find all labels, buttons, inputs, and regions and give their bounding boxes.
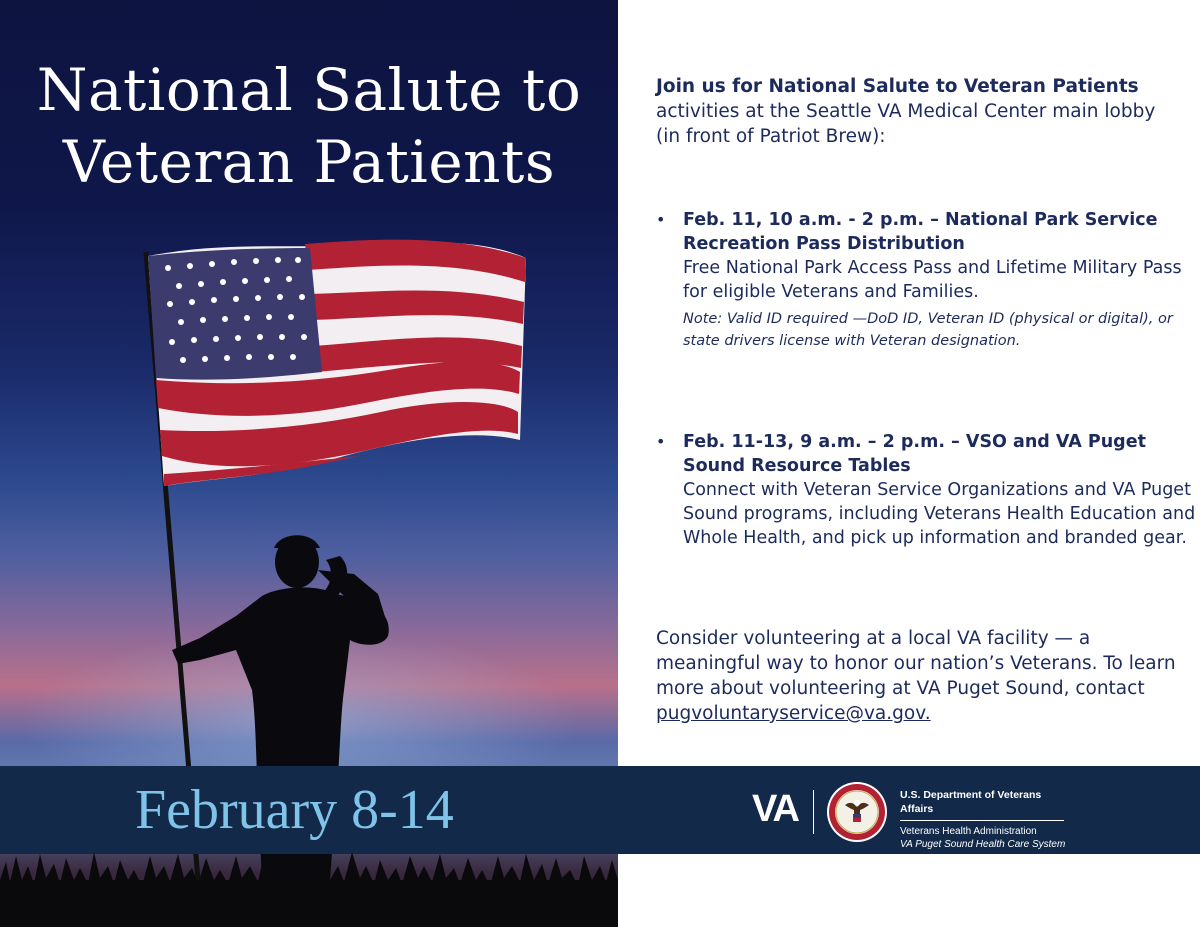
event-heading: Feb. 11, 10 a.m. - 2 p.m. – National Park Service Recreation Pass Distribution (683, 210, 1158, 254)
health-care-system-name: VA Puget Sound Health Care System (900, 839, 1066, 850)
american-flag-icon (148, 240, 526, 486)
intro-bold: Join us for National Salute to Veteran Patients (656, 76, 1139, 97)
event-dates: February 8-14 (135, 779, 454, 841)
intro-rest: activities at the Seattle VA Medical Center main lobby (in front of Patriot Brew): (656, 101, 1156, 147)
event-heading: Feb. 11-13, 9 a.m. – 2 p.m. – VSO and VA Puget Sound Resource Tables (683, 432, 1146, 476)
volunteer-text: Consider volunteering at a local VA facility — a meaningful way to honor our nation’s Veterans. To learn more about volunteering at VA Puget Sound, contact (656, 628, 1176, 699)
list-item (656, 208, 1200, 352)
event-note: Note: Valid ID required —DoD ID, Veteran ID (physical or digital), or state drivers license with Veteran designation. (683, 311, 1173, 349)
logo-divider (813, 790, 814, 834)
va-seal-icon (826, 781, 888, 843)
intro-paragraph (656, 74, 1176, 149)
poster-title-line-1: National Salute to (36, 56, 582, 124)
poster-title-line-2: Veteran Patients (62, 128, 556, 196)
event-details (656, 74, 1196, 724)
event-description: Connect with Veteran Service Organizations and VA Puget Sound programs, including Veterans Health Education and Whole Health, and pick up information and branded gear. (683, 480, 1196, 548)
event-description: Free National Park Access Pass and Lifetime Military Pass for eligible Veterans and Families. (683, 258, 1182, 302)
bullet-icon: • (656, 210, 666, 229)
agency-name-block (900, 788, 1065, 851)
grass-silhouette (0, 840, 618, 927)
list-item (656, 430, 1200, 550)
volunteer-paragraph (656, 626, 1176, 726)
volunteer-email-link[interactable]: pugvoluntaryservice@va.gov. (656, 703, 931, 724)
department-name: U.S. Department of Veterans Affairs (900, 788, 1064, 821)
administration-name: Veterans Health Administration (900, 826, 1037, 837)
va-logo-text: VA (752, 788, 798, 830)
bullet-icon: • (656, 432, 666, 451)
